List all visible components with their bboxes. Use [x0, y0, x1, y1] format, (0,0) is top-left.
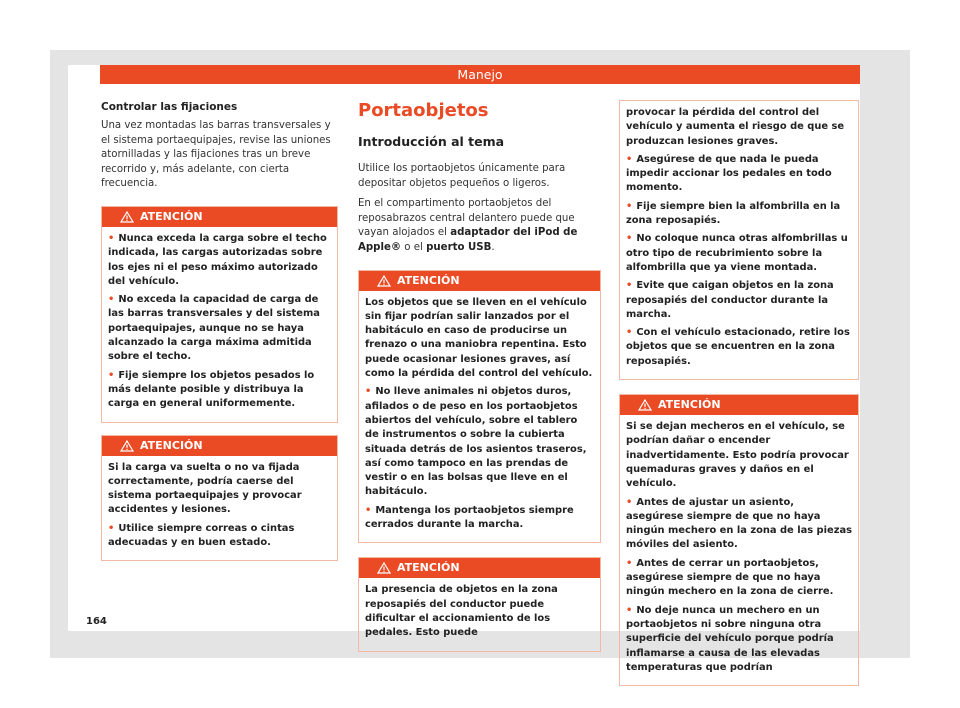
- warning-bullet: • Utilice siempre correas o cintas adecuadas y en buen estado.: [108, 522, 295, 549]
- warning-header: [102, 436, 337, 456]
- warning-box: [101, 435, 338, 562]
- warning-bullet: • Mantenga los portaobjetos siempre cerrados durante la marcha.: [365, 504, 574, 531]
- column-middle: [358, 100, 601, 652]
- section-title: Portaobjetos: [358, 100, 489, 121]
- warning-box-continued: [619, 100, 859, 380]
- warning-triangle-icon: [638, 399, 652, 411]
- page-number: 164: [86, 616, 107, 627]
- warning-header: [359, 271, 600, 291]
- warning-bullet: • Con el vehículo estacionado, retire los objetos que se encuentren en la zona reposapiés.: [626, 327, 850, 367]
- warning-body: [102, 456, 337, 561]
- warning-triangle-icon: [377, 275, 391, 287]
- warning-title: ATENCIÓN: [658, 398, 721, 412]
- warning-bullet: • Nunca exceda la carga sobre el techo indicada, las cargas autorizadas sobre los ejes ni el peso máximo autorizado del vehículo.: [108, 232, 327, 287]
- warning-intro: Si se dejan mecheros en el vehículo, se podrían dañar o encender inadvertidamente. Esto podría provocar quemaduras graves y daños en el vehículo.: [626, 421, 849, 490]
- warning-body: [359, 578, 600, 650]
- warning-bullet: • Evite que caigan objetos en la zona reposapiés del conductor durante la marcha.: [626, 280, 834, 320]
- warning-box: [358, 270, 601, 544]
- warning-box: [619, 394, 859, 686]
- section-subtitle: Introducción al tema: [358, 134, 505, 149]
- warning-title: ATENCIÓN: [397, 561, 460, 575]
- warning-bullet: • No exceda la capacidad de carga de las barras transversales y del sistema portaequipajes, aunque no se haya alcanzado la carga máxima admitida sobre el techo.: [108, 294, 320, 363]
- warning-bullet: • No deje nunca un mechero en un portaobjetos ni sobre ninguna otra superficie del vehículo porque podría inflamarse a causa de las elevadas temperaturas que podrían: [626, 604, 834, 673]
- warning-intro: provocar la pérdida del control del vehículo y aumenta el riesgo de que se produzcan lesiones graves.: [626, 107, 845, 147]
- intro-paragraph: Una vez montadas las barras transversales y el sistema portaequipajes, revise las uniones atornilladas y las fijaciones tras un breve recorrido y, más adelante, con cierta frecuencia.: [101, 120, 331, 190]
- warning-body: [620, 101, 858, 379]
- warning-box: [101, 206, 338, 423]
- warning-title: ATENCIÓN: [397, 273, 460, 287]
- column-right: [619, 100, 859, 686]
- paragraph: En el compartimento portaobjetos del reposabrazos central delantero puede que vayan alojados el adaptador del iPod de Apple® o el puerto USB.: [358, 198, 578, 253]
- warning-body: [620, 415, 858, 685]
- warning-triangle-icon: [120, 440, 134, 452]
- warning-bullet: • Asegúrese de que nada le pueda impedir accionar los pedales en todo momento.: [626, 153, 832, 194]
- warning-bullet: • Antes de cerrar un portaobjetos, asegúrese siempre de que no haya ningún mechero en la zona de cierre.: [626, 557, 834, 598]
- warning-box: [358, 557, 601, 651]
- warning-intro: Los objetos que se lleven en el vehículo sin fijar podrían salir lanzados por el habitáculo en caso de producirse un frenazo o una maniobra repentina. Esto puede ocasionar lesiones graves, así como la pérdida del control del vehículo.: [365, 296, 593, 380]
- warning-triangle-icon: [120, 211, 134, 223]
- column-left: [101, 100, 338, 561]
- warning-header: [359, 558, 600, 578]
- warning-intro: La presencia de objetos en la zona reposapiés del conductor puede dificultar el accionamiento de los pedales. Esto puede: [365, 584, 558, 639]
- warning-body: [359, 291, 600, 543]
- warning-triangle-icon: [377, 562, 391, 574]
- warning-header: [620, 395, 858, 415]
- warning-bullet: • No lleve animales ni objetos duros, afilados o de peso en los portaobjetos abiertos del vehículo, sobre el tablero de instrumentos o sobre la cubierta situada detrás de los asientos traseros, así como tampoco en las prendas de vestir o en las bolsas que lleve en el habitáculo.: [365, 386, 587, 498]
- warning-bullet: • No coloque nunca otras alfombrillas u otro tipo de recubrimiento sobre la alfombrilla que ya viene montada.: [626, 233, 848, 273]
- warning-title: ATENCIÓN: [140, 209, 203, 223]
- paragraph: Utilice los portaobjetos únicamente para depositar objetos pequeños o ligeros.: [358, 163, 566, 189]
- subsection-heading: Controlar las fijaciones: [101, 101, 238, 113]
- section-header: Manejo: [100, 65, 860, 84]
- warning-body: [102, 227, 337, 422]
- warning-bullet: • Fije siempre los objetos pesados lo más delante posible y distribuya la carga en general uniformemente.: [108, 369, 315, 410]
- warning-title: ATENCIÓN: [140, 438, 203, 452]
- warning-intro: Si la carga va suelta o no va fijada correctamente, podría caerse del sistema portaequipajes y provocar accidentes y lesiones.: [108, 461, 302, 516]
- warning-bullet: • Antes de ajustar un asiento, asegúrese siempre de que no haya ningún mechero en la zona de las piezas móviles del asiento.: [626, 496, 852, 551]
- warning-bullet: • Fije siempre bien la alfombrilla en la zona reposapiés.: [626, 200, 841, 227]
- warning-header: [102, 207, 337, 227]
